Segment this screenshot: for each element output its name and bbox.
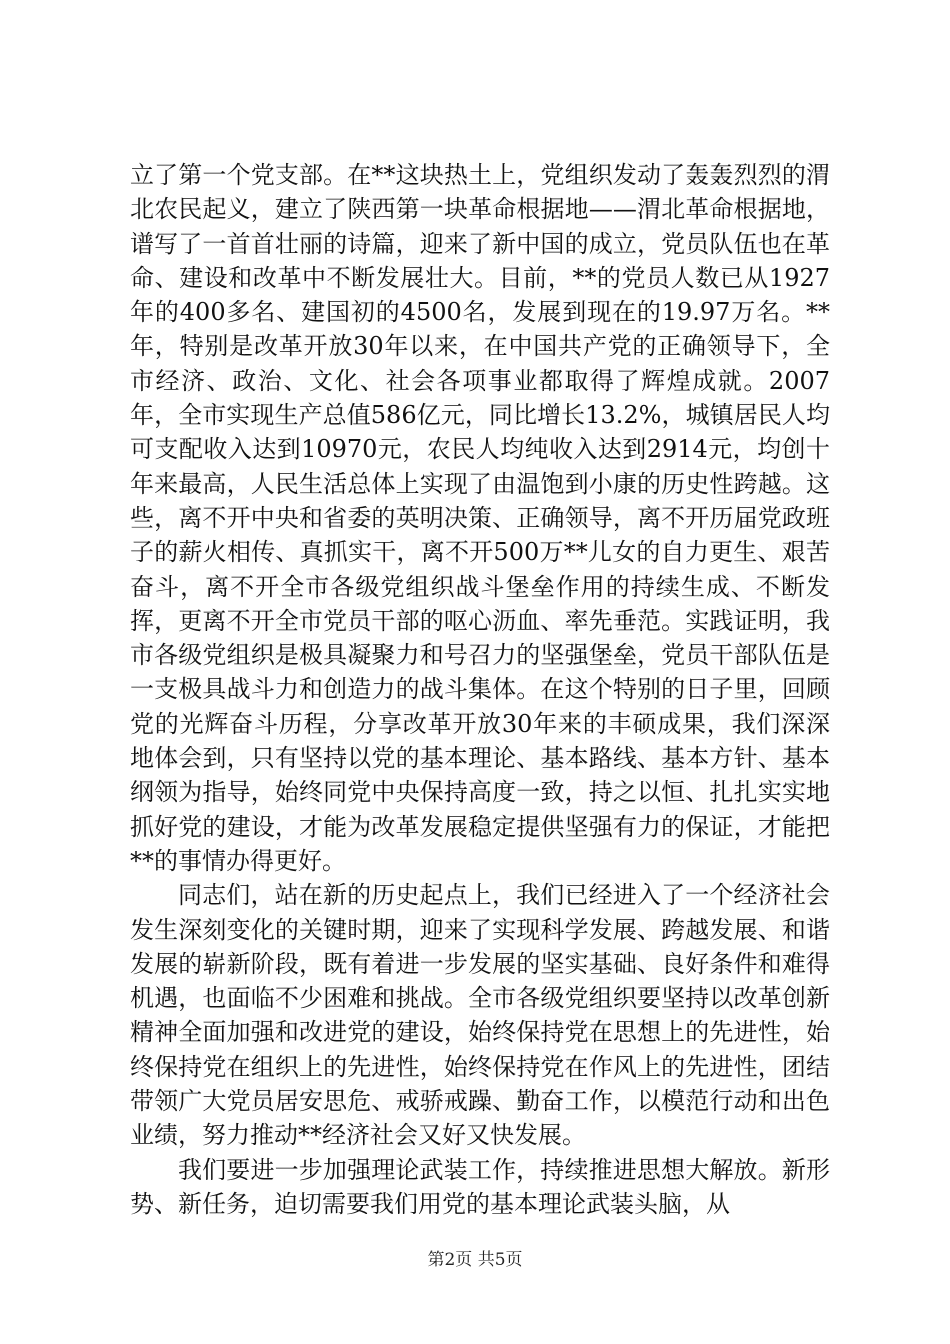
- paragraph-1: 立了第一个党支部。在**这块热土上，党组织发动了轰轰烈烈的渭北农民起义，建立了陕西第一块革命根据地——渭北革命根据地，谱写了一首首壮丽的诗篇，迎来了新中国的成立，党员队伍也在革命、建设和改革中不断发展壮大。目前，**的党员人数已从1927年的400多名、建国初的4500名，发展到现在的19.97万名。**年，特别是改革开放30年以来，在中国共产党的正确领导下，全市经济、政治、文化、社会各项事业都取得了辉煌成就。2007年，全市实现生产总值586亿元，同比增长13.2%，城镇居民人均可支配收入达到10970元，农民人均纯收入达到2914元，均创十年来最高，人民生活总体上实现了由温饱到小康的历史性跨越。这些，离不开中央和省委的英明决策、正确领导，离不开历届党政班子的薪火相传、真抓实干，离不开500万**儿女的自力更生、艰苦奋斗，离不开全市各级党组织战斗堡垒作用的持续生成、不断发挥，更离不开全市党员干部的呕心沥血、率先垂范。实践证明，我市各级党组织是极具凝聚力和号召力的坚强堡垒，党员干部队伍是一支极具战斗力和创造力的战斗集体。在这个特别的日子里，回顾党的光辉奋斗历程，分享改革开放30年来的丰硕成果，我们深深地体会到，只有坚持以党的基本理论、基本路线、基本方针、基本纲领为指导，始终同党中央保持高度一致，持之以恒、扎扎实实地抓好党的建设，才能为改革发展稳定提供坚强有力的保证，才能把**的事情办得更好。: [130, 161, 830, 875]
- paragraph-2: 同志们，站在新的历史起点上，我们已经进入了一个经济社会发生深刻变化的关键时期，迎来了实现科学发展、跨越发展、和谐发展的崭新阶段，既有着进一步发展的坚实基础、良好条件和难得机遇，也面临不少困难和挑战。全市各级党组织要坚持以改革创新精神全面加强和改进党的建设，始终保持党在思想上的先进性，始终保持党在组织上的先进性，始终保持党在作风上的先进性，团结带领广大党员居安思危、戒骄戒躁、勤奋工作，以模范行动和出色业绩，努力推动**经济社会又好又快发展。: [130, 881, 830, 1150]
- page-number-footer: 第2页 共5页: [427, 1250, 523, 1270]
- document-body: [130, 158, 830, 1221]
- paragraph-3: 我们要进一步加强理论武装工作，持续推进思想大解放。新形势、新任务，迫切需要我们用党的基本理论武装头脑，从: [130, 1155, 830, 1218]
